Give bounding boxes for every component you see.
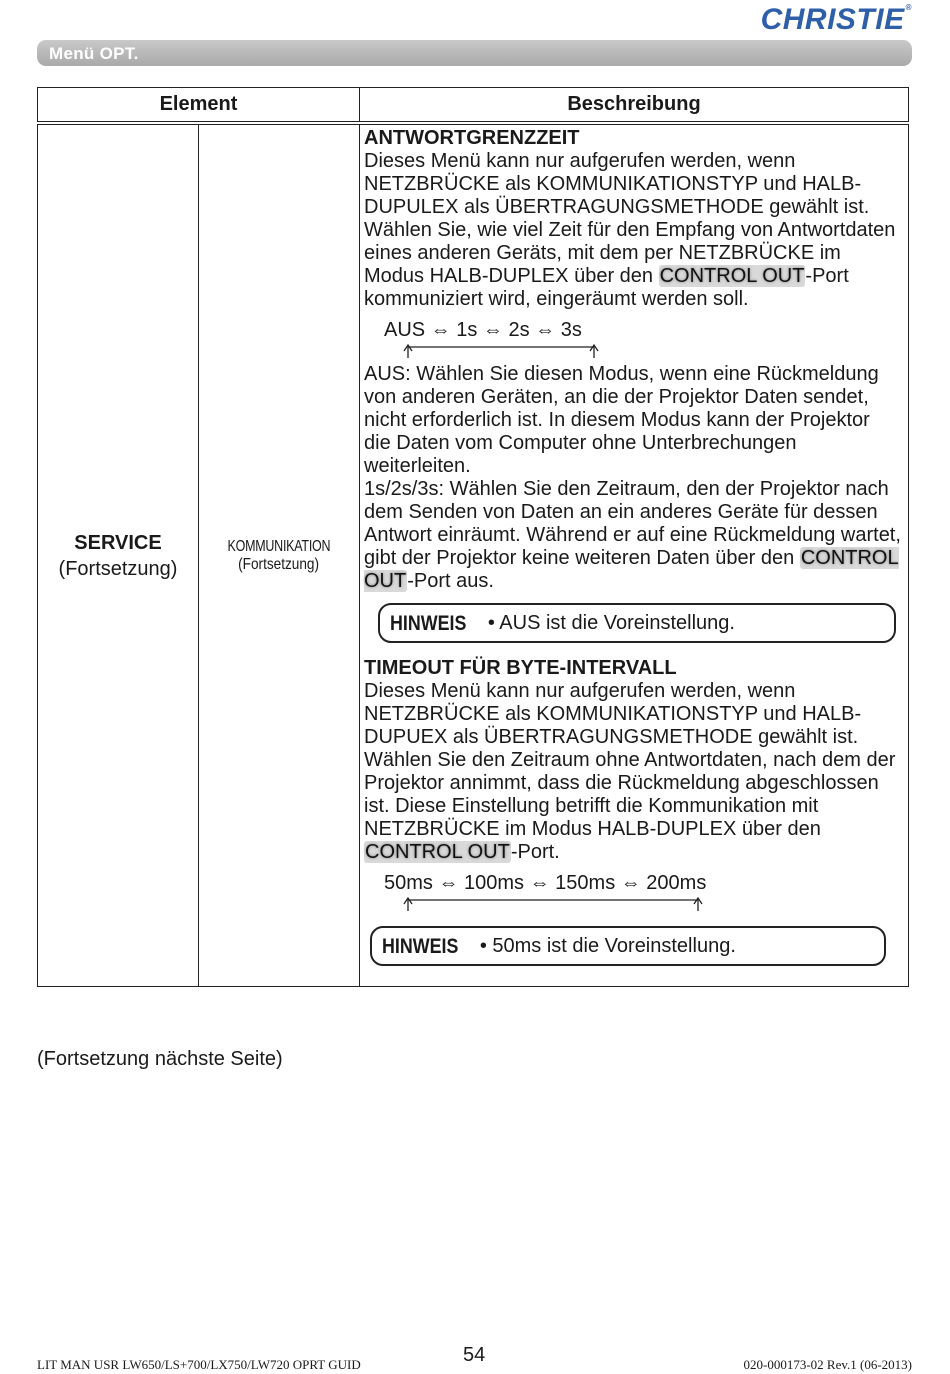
timeout-text: Wählen Sie den Zeitraum ohne Antwortdaten, nach dem der Projektor annimmt, dass die Rückmeldung abgeschlossen ist. Diese Einstellung betrifft die Kommunikation mit NETZBRÜCKE im Modus HALB-DUPLEX über den [364,749,896,840]
note-box [378,603,896,643]
timeout-intro: Dieses Menü kann nur aufgerufen werden, wenn NETZBRÜCKE als KOMMUNIKATIONSTYP und HALB-DUPUEX als ÜBERTRAGUNGSMETHODE gewählt ist. [364,680,862,748]
note-label: HINWEIS [382,934,459,958]
item-continuation: (Fortsetzung) [58,557,178,580]
footer-document-code: 020-000173-02 Rev.1 (06-2013) [743,1357,912,1372]
note-label: HINWEIS [390,611,467,635]
item-cell [38,123,199,987]
subitem-continuation: (Fortsetzung) [238,555,320,573]
logo-text: CHRISTIE [760,3,905,36]
seconds-text: 1s/2s/3s: Wählen Sie den Zeitraum, den der Projektor nach dem Senden von Daten an ein anderes Geräte für dessen Antwort einräumt. Während er auf eine Rückmeldung wartet, gibt der Projektor keine weiteren Daten über den [364,478,901,569]
antwort-text-end: -Port kommuniziert wird, eingeräumt werden soll. [364,265,849,310]
table-header-row [38,88,909,124]
antwort-paragraph [364,219,902,311]
cycle-return-arrow-icon [402,343,602,359]
note-text: • 50ms ist die Voreinstellung. [479,934,736,957]
registered-mark: ® [905,3,912,12]
antwort-title: ANTWORTGRENZZEIT [364,127,580,149]
timeout-cycle [384,872,902,916]
cycle-return-arrow-icon [402,896,712,912]
aus-explanation: AUS: Wählen Sie diesen Modus, wenn eine Rückmeldung von anderen Geräten, an die der Projektor Daten sendet, nicht erforderlich ist. In diesem Modus kann der Projektor die Daten vom Computer ohne Unterbrechungen weiterleiten. [364,363,879,477]
column-header-description: Beschreibung [360,88,909,124]
control-out-port-label: CONTROL OUT [659,265,805,287]
footer-document-name: LIT MAN USR LW650/LS+700/LX750/LW720 OPRT GUID [37,1357,361,1372]
antwort-cycle-options: AUS ⇔ 1s ⇔ 2s ⇔ 3s [384,319,582,341]
section-title-bar [37,40,912,66]
seconds-text-end: -Port aus. [407,570,494,592]
note-box [370,926,886,966]
subitem-name: KOMMUNIKATION [227,537,331,555]
timeout-cycle-options: 50ms ⇔ 100ms ⇔ 150ms ⇔ 200ms [384,872,707,894]
section-title: Menü OPT. [49,44,139,63]
seconds-explanation [364,478,902,593]
timeout-title: TIMEOUT FÜR BYTE-INTERVALL [364,657,677,679]
item-name: SERVICE [74,531,162,554]
note-text: • AUS ist die Voreinstellung. [487,611,735,634]
antwort-cycle [384,319,902,363]
timeout-paragraph [364,749,902,864]
menu-table [37,87,909,987]
column-header-element: Element [38,88,360,124]
antwort-text: Wählen Sie, wie viel Zeit für den Empfang von Antwortdaten eines anderen Geräts, mit dem per NETZBRÜCKE im Modus HALB-DUPLEX über den [364,219,896,287]
control-out-port-label: CONTROL OUT [364,547,899,592]
antwort-intro: Dieses Menü kann nur aufgerufen werden, wenn NETZBRÜCKE als KOMMUNIKATIONSTYP und HALB-DUPULEX als ÜBERTRAGUNGSMETHODE gewählt ist. [364,150,870,218]
christie-logo [761,3,912,37]
continued-next-page: (Fortsetzung nächste Seite) [37,1048,283,1070]
control-out-port-label: CONTROL OUT [365,841,510,863]
page-number: 54 [463,1344,486,1366]
table-row [38,123,909,987]
description-cell [360,123,909,987]
subitem-cell [199,123,360,987]
timeout-text-end: -Port. [510,841,560,863]
